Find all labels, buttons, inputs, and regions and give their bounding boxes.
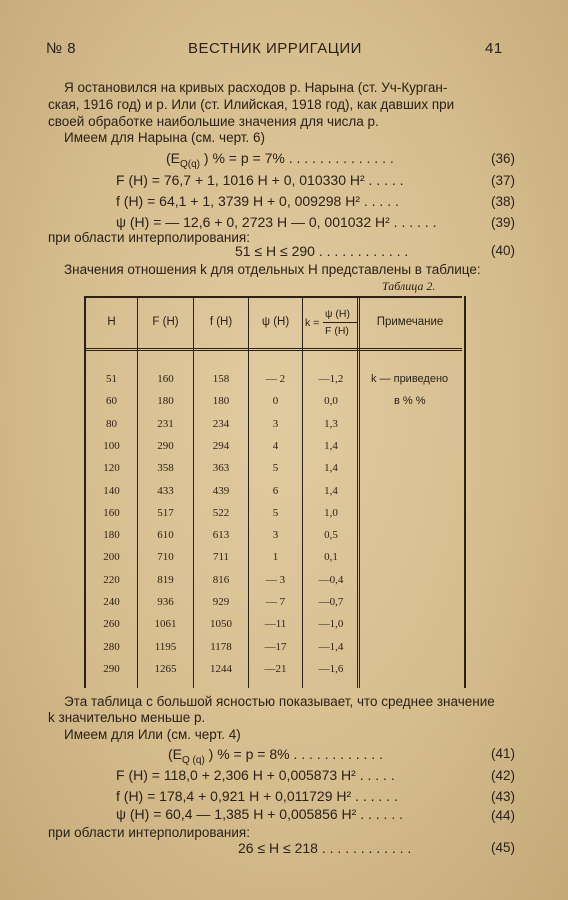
table-header-rule xyxy=(84,348,462,351)
cell-psi: — 3 xyxy=(265,574,286,586)
cell-psi: —17 xyxy=(264,641,287,653)
cell-h: 200 xyxy=(103,551,120,563)
cell-f: 180 xyxy=(157,395,174,407)
cell-f: 1265 xyxy=(154,663,177,675)
table-column-divider xyxy=(359,296,360,688)
cell-h: 60 xyxy=(106,395,117,407)
cell-small-f: 294 xyxy=(212,440,230,452)
equation-42: F (H) = 118,0 + 2,306 H + 0,005873 H² . . . . . xyxy=(116,767,395,783)
cell-psi: 1 xyxy=(272,551,279,563)
cell-psi: —11 xyxy=(264,618,287,630)
cell-k: —1,4 xyxy=(318,641,344,653)
k-denominator: F (H) xyxy=(325,325,349,337)
equation-37: F (H) = 76,7 + 1, 1016 H + 0, 010330 H² . . . . . xyxy=(116,172,404,188)
cell-f: 358 xyxy=(157,462,174,474)
equation-number-36: (36) xyxy=(491,151,516,166)
k-fraction-bar xyxy=(323,322,357,323)
cell-h: 140 xyxy=(103,485,120,497)
cell-h: 160 xyxy=(103,507,120,519)
cell-k: 0,0 xyxy=(324,395,338,407)
cell-f: 517 xyxy=(157,507,174,519)
cell-k: 0,1 xyxy=(324,551,338,563)
cell-k: 1,0 xyxy=(324,507,338,519)
cell-psi: 3 xyxy=(272,529,279,541)
cell-f: 710 xyxy=(157,551,174,563)
equation-44: ψ (H) = 60,4 — 1,385 H + 0,005856 H² . . . . . . xyxy=(116,806,404,822)
cell-small-f: 613 xyxy=(212,529,230,541)
cell-h: 220 xyxy=(103,574,120,586)
equation-number-45: (45) xyxy=(491,840,516,855)
equation-45: 26 ≤ H ≤ 218 . . . . . . . . . . . . xyxy=(238,840,412,856)
cell-h: 120 xyxy=(103,462,120,474)
cell-f: 231 xyxy=(157,418,174,430)
cell-k: 1,4 xyxy=(324,440,338,452)
page-number: 41 xyxy=(485,40,503,57)
equation-number-37: (37) xyxy=(491,173,516,188)
interpolation-label-1: при области интерполирования: xyxy=(48,230,250,245)
cell-small-f: 711 xyxy=(212,551,230,563)
cell-h: 280 xyxy=(103,641,120,653)
cell-f: 433 xyxy=(157,485,174,497)
equation-38: f (H) = 64,1 + 1, 3739 H + 0, 009298 H² . . . . . xyxy=(116,193,399,209)
cell-small-f: 1050 xyxy=(210,618,232,630)
cell-f: 610 xyxy=(157,529,174,541)
cell-k: —1,6 xyxy=(318,663,344,675)
header-f: F (H) xyxy=(152,316,179,328)
cell-psi: —21 xyxy=(264,663,287,675)
cell-small-f: 439 xyxy=(212,485,230,497)
k-lhs: k = xyxy=(305,317,320,329)
header-psi: ψ (H) xyxy=(261,316,290,328)
cell-psi: 5 xyxy=(272,462,279,474)
interpolation-label-2: при области интерполирования: xyxy=(48,825,250,840)
cell-h: 180 xyxy=(103,529,120,541)
intro-line-1: Я остановился на кривых расходов р. Нарына (ст. Уч-Курган- xyxy=(64,80,448,95)
conclusion-line-1: Эта таблица с большой ясностью показывает, что среднее значение xyxy=(64,694,495,709)
cell-k: —1,0 xyxy=(318,618,344,630)
cell-psi: 3 xyxy=(272,418,279,430)
equation-39: ψ (H) = — 12,6 + 0, 2723 H — 0, 001032 H² . . . . . . xyxy=(116,214,437,230)
k-numerator: ψ (H) xyxy=(325,308,350,320)
cell-psi: 5 xyxy=(272,507,279,519)
equation-number-43: (43) xyxy=(491,789,516,804)
cell-small-f: 816 xyxy=(212,574,230,586)
cell-h: 80 xyxy=(106,418,117,430)
cell-psi: — 2 xyxy=(265,373,286,385)
equation-number-40: (40) xyxy=(491,243,516,258)
cell-f: 819 xyxy=(157,574,174,586)
cell-psi: 0 xyxy=(272,395,279,407)
cell-small-f: 363 xyxy=(212,462,230,474)
cell-h: 260 xyxy=(103,618,120,630)
cell-psi: — 7 xyxy=(265,596,286,608)
ili-intro: Имеем для Или (см. черт. 4) xyxy=(64,727,241,742)
cell-f: 936 xyxy=(157,596,174,608)
equation-41: ($E_{Q (q)}$ ) % = p = 8% . . . . . . . . . . . . xyxy=(168,746,383,766)
note-line-1: k — приведено xyxy=(371,373,449,385)
cell-small-f: 1178 xyxy=(210,641,232,653)
table-top-rule xyxy=(84,296,462,298)
cell-k: 1,4 xyxy=(324,462,338,474)
cell-h: 100 xyxy=(103,440,120,452)
table-intro: Значения отношения k для отдельных H представлены в таблице: xyxy=(64,262,481,277)
header-h: H xyxy=(107,316,116,328)
cell-h: 290 xyxy=(103,663,120,675)
cell-f: 1195 xyxy=(154,641,177,653)
cell-f: 160 xyxy=(157,373,174,385)
issue-number: № 8 xyxy=(46,40,77,57)
header-small-f: f (H) xyxy=(209,316,233,328)
cell-k: —0,7 xyxy=(318,596,344,608)
cell-h: 240 xyxy=(103,596,120,608)
journal-title: ВЕСТНИК ИРРИГАЦИИ xyxy=(188,40,362,57)
equation-43: f (H) = 178,4 + 0,921 H + 0,011729 H² . . . . . . xyxy=(116,788,398,804)
cell-small-f: 158 xyxy=(212,373,230,385)
cell-small-f: 929 xyxy=(212,596,230,608)
cell-k: —0,4 xyxy=(318,574,344,586)
cell-f: 290 xyxy=(157,440,174,452)
header-k xyxy=(303,306,359,340)
cell-k: 1,3 xyxy=(324,418,338,430)
equation-40: 51 ≤ H ≤ 290 . . . . . . . . . . . . xyxy=(235,243,409,259)
cell-k: 0,5 xyxy=(324,529,338,541)
equation-36: ($E_{Q(q)}$ ) % = p = 7% . . . . . . . . . . . . . . xyxy=(166,150,394,170)
cell-psi: 6 xyxy=(272,485,279,497)
intro-line-2: ская, 1916 год) и р. Или (ст. Илийская, 1918 год), как давших при xyxy=(48,97,455,112)
note-line-2: в % % xyxy=(394,395,426,407)
equation-number-41: (41) xyxy=(491,746,516,761)
cell-h: 51 xyxy=(106,373,117,385)
cell-f: 1061 xyxy=(154,618,177,630)
cell-small-f: 522 xyxy=(212,507,230,519)
cell-k: —1,2 xyxy=(318,373,344,385)
cell-small-f: 234 xyxy=(212,418,230,430)
equation-number-44: (44) xyxy=(491,808,516,823)
header-note: Примечание xyxy=(376,316,444,328)
table-caption: Таблица 2. xyxy=(382,279,436,293)
naryn-intro: Имеем для Нарына (см. черт. 6) xyxy=(64,130,266,145)
cell-small-f: 1244 xyxy=(210,663,232,675)
equation-number-39: (39) xyxy=(491,215,516,230)
intro-line-3: своей обработке наибольшие значения для числа р. xyxy=(48,114,379,129)
equation-number-38: (38) xyxy=(491,194,516,209)
cell-k: 1,4 xyxy=(324,485,338,497)
conclusion-line-2: k значительно меньше р. xyxy=(48,710,206,725)
equation-number-42: (42) xyxy=(491,768,516,783)
cell-small-f: 180 xyxy=(212,395,230,407)
cell-psi: 4 xyxy=(272,440,279,452)
